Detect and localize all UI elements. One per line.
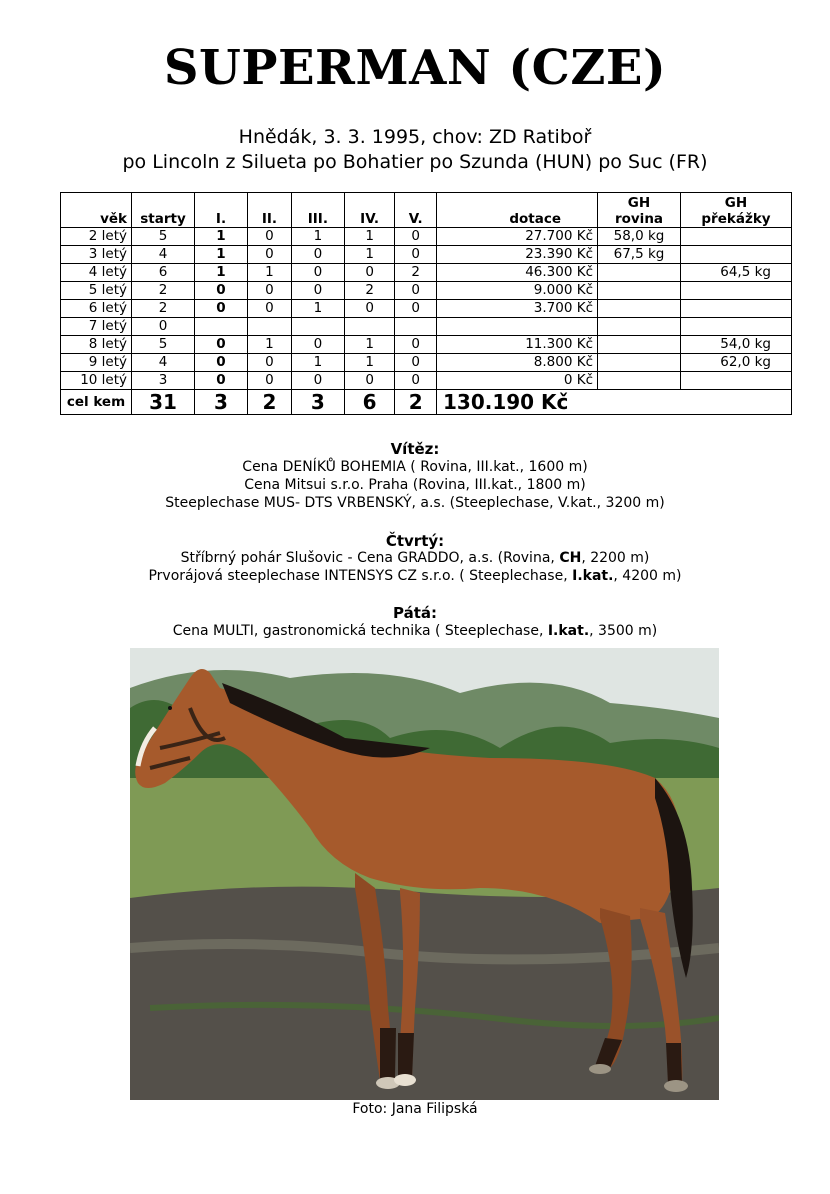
win-item: Steeplechase MUS- DTS VRBENSKÝ, a.s. (Steeplechase, V.kat., 3200 m)	[165, 495, 665, 511]
cell-first: 0	[195, 372, 248, 390]
total-fourth: 6	[344, 390, 395, 415]
horse-color-birth-breeder: Hnědák, 3. 3. 1995, chov: ZD Ratiboř	[238, 126, 592, 148]
table-row	[61, 264, 792, 282]
win-item: Cena DENÍKŮ BOHEMIA ( Rovina, III.kat., 1600 m)	[242, 459, 588, 475]
cell-prize	[437, 318, 598, 336]
fourth-item: Prvorájová steeplechase INTENSYS CZ s.r.o. ( Steeplechase, I.kat., 4200 m)	[148, 568, 682, 584]
cell-third: 1	[291, 228, 344, 246]
cell-first	[195, 318, 248, 336]
cell-prize: 23.390 Kč	[437, 246, 598, 264]
cell-starts: 4	[132, 354, 195, 372]
fourth-heading: Čtvrtý:	[385, 532, 445, 550]
cell-starts: 0	[132, 318, 195, 336]
header-age: věk	[61, 193, 132, 228]
cell-third: 0	[291, 336, 344, 354]
wins-heading: Vítěz:	[390, 440, 440, 458]
cell-fourth: 0	[344, 264, 395, 282]
table-header-row	[61, 193, 792, 228]
cell-fourth: 1	[344, 336, 395, 354]
cell-third: 0	[291, 264, 344, 282]
cell-gh-jump	[681, 282, 792, 300]
cell-age: 9 letý	[61, 354, 132, 372]
cell-gh-flat	[598, 282, 681, 300]
total-second: 2	[248, 390, 292, 415]
cell-fourth: 0	[344, 300, 395, 318]
cell-gh-jump	[681, 318, 792, 336]
header-fifth: V.	[395, 193, 437, 228]
cell-first: 1	[195, 264, 248, 282]
cell-third	[291, 318, 344, 336]
header-starts: starty	[132, 193, 195, 228]
horse-name-title: SUPERMAN (CZE)	[163, 40, 667, 96]
total-prize: 130.190 Kč	[437, 390, 792, 415]
table-row	[61, 246, 792, 264]
cell-age: 5 letý	[61, 282, 132, 300]
cell-fourth: 1	[344, 228, 395, 246]
cell-gh-jump: 62,0 kg	[681, 354, 792, 372]
cell-age: 10 letý	[61, 372, 132, 390]
cell-age: 2 letý	[61, 228, 132, 246]
cell-gh-flat: 58,0 kg	[598, 228, 681, 246]
fifth-item: Cena MULTI, gastronomická technika ( Steeplechase, I.kat., 3500 m)	[172, 623, 658, 639]
cell-fourth: 1	[344, 246, 395, 264]
cell-starts: 4	[132, 246, 195, 264]
race-statistics-table	[60, 192, 792, 415]
cell-second: 0	[248, 354, 292, 372]
cell-starts: 5	[132, 228, 195, 246]
total-starts: 31	[132, 390, 195, 415]
cell-gh-flat	[598, 318, 681, 336]
table-row	[61, 318, 792, 336]
cell-age: 3 letý	[61, 246, 132, 264]
cell-starts: 3	[132, 372, 195, 390]
header-second: II.	[248, 193, 292, 228]
table-row	[61, 336, 792, 354]
cell-first: 0	[195, 282, 248, 300]
header-first: I.	[195, 193, 248, 228]
cell-gh-flat	[598, 300, 681, 318]
win-item: Cena Mitsui s.r.o. Praha (Rovina, III.kat., 1800 m)	[244, 477, 586, 493]
cell-second: 0	[248, 372, 292, 390]
fourth-item: Stříbrný pohár Slušovic - Cena GRADDO, a.s. (Rovina, CH, 2200 m)	[180, 550, 650, 566]
header-gh-jump: GH překážky	[681, 193, 792, 228]
cell-first: 1	[195, 228, 248, 246]
cell-prize: 0 Kč	[437, 372, 598, 390]
table-row	[61, 228, 792, 246]
cell-second	[248, 318, 292, 336]
cell-fifth: 0	[395, 336, 437, 354]
cell-starts: 2	[132, 282, 195, 300]
cell-third: 1	[291, 300, 344, 318]
table-row	[61, 300, 792, 318]
photo-caption: Foto: Jana Filipská	[352, 1101, 478, 1117]
cell-third: 0	[291, 372, 344, 390]
cell-fourth: 0	[344, 372, 395, 390]
cell-prize: 8.800 Kč	[437, 354, 598, 372]
cell-fourth: 2	[344, 282, 395, 300]
table-total-row	[61, 390, 792, 415]
cell-fifth	[395, 318, 437, 336]
total-first: 3	[195, 390, 248, 415]
cell-first: 0	[195, 354, 248, 372]
total-third: 3	[291, 390, 344, 415]
cell-age: 8 letý	[61, 336, 132, 354]
header-prize: dotace	[437, 193, 598, 228]
cell-gh-flat	[598, 354, 681, 372]
cell-second: 0	[248, 228, 292, 246]
cell-starts: 6	[132, 264, 195, 282]
cell-third: 0	[291, 282, 344, 300]
cell-age: 7 letý	[61, 318, 132, 336]
horse-pedigree: po Lincoln z Silueta po Bohatier po Szunda (HUN) po Suc (FR)	[122, 151, 708, 173]
header-gh-flat: GH rovina	[598, 193, 681, 228]
cell-fourth: 1	[344, 354, 395, 372]
cell-prize: 46.300 Kč	[437, 264, 598, 282]
cell-prize: 3.700 Kč	[437, 300, 598, 318]
cell-fifth: 0	[395, 246, 437, 264]
cell-fifth: 2	[395, 264, 437, 282]
cell-fifth: 0	[395, 282, 437, 300]
cell-starts: 5	[132, 336, 195, 354]
fifth-heading: Pátá:	[392, 604, 437, 622]
table-row	[61, 282, 792, 300]
cell-gh-jump	[681, 372, 792, 390]
cell-prize: 11.300 Kč	[437, 336, 598, 354]
cell-first: 1	[195, 246, 248, 264]
cell-gh-flat	[598, 264, 681, 282]
cell-first: 0	[195, 336, 248, 354]
horse-photo-illustration	[130, 648, 719, 1100]
cell-fourth	[344, 318, 395, 336]
cell-gh-flat	[598, 372, 681, 390]
cell-gh-jump: 64,5 kg	[681, 264, 792, 282]
cell-gh-jump	[681, 228, 792, 246]
total-label: cel kem	[61, 390, 132, 415]
cell-gh-jump	[681, 246, 792, 264]
cell-second: 0	[248, 282, 292, 300]
header-third: III.	[291, 193, 344, 228]
cell-prize: 9.000 Kč	[437, 282, 598, 300]
cell-second: 1	[248, 336, 292, 354]
table-row	[61, 372, 792, 390]
table-row	[61, 354, 792, 372]
cell-gh-flat	[598, 336, 681, 354]
cell-gh-jump	[681, 300, 792, 318]
cell-third: 0	[291, 246, 344, 264]
cell-fifth: 0	[395, 228, 437, 246]
cell-second: 0	[248, 246, 292, 264]
cell-first: 0	[195, 300, 248, 318]
cell-third: 1	[291, 354, 344, 372]
header-fourth: IV.	[344, 193, 395, 228]
cell-age: 4 letý	[61, 264, 132, 282]
cell-age: 6 letý	[61, 300, 132, 318]
cell-second: 1	[248, 264, 292, 282]
cell-fifth: 0	[395, 354, 437, 372]
cell-prize: 27.700 Kč	[437, 228, 598, 246]
cell-fifth: 0	[395, 300, 437, 318]
total-fifth: 2	[395, 390, 437, 415]
horse-photo	[130, 648, 719, 1100]
cell-fifth: 0	[395, 372, 437, 390]
cell-second: 0	[248, 300, 292, 318]
cell-gh-jump: 54,0 kg	[681, 336, 792, 354]
cell-gh-flat: 67,5 kg	[598, 246, 681, 264]
cell-starts: 2	[132, 300, 195, 318]
